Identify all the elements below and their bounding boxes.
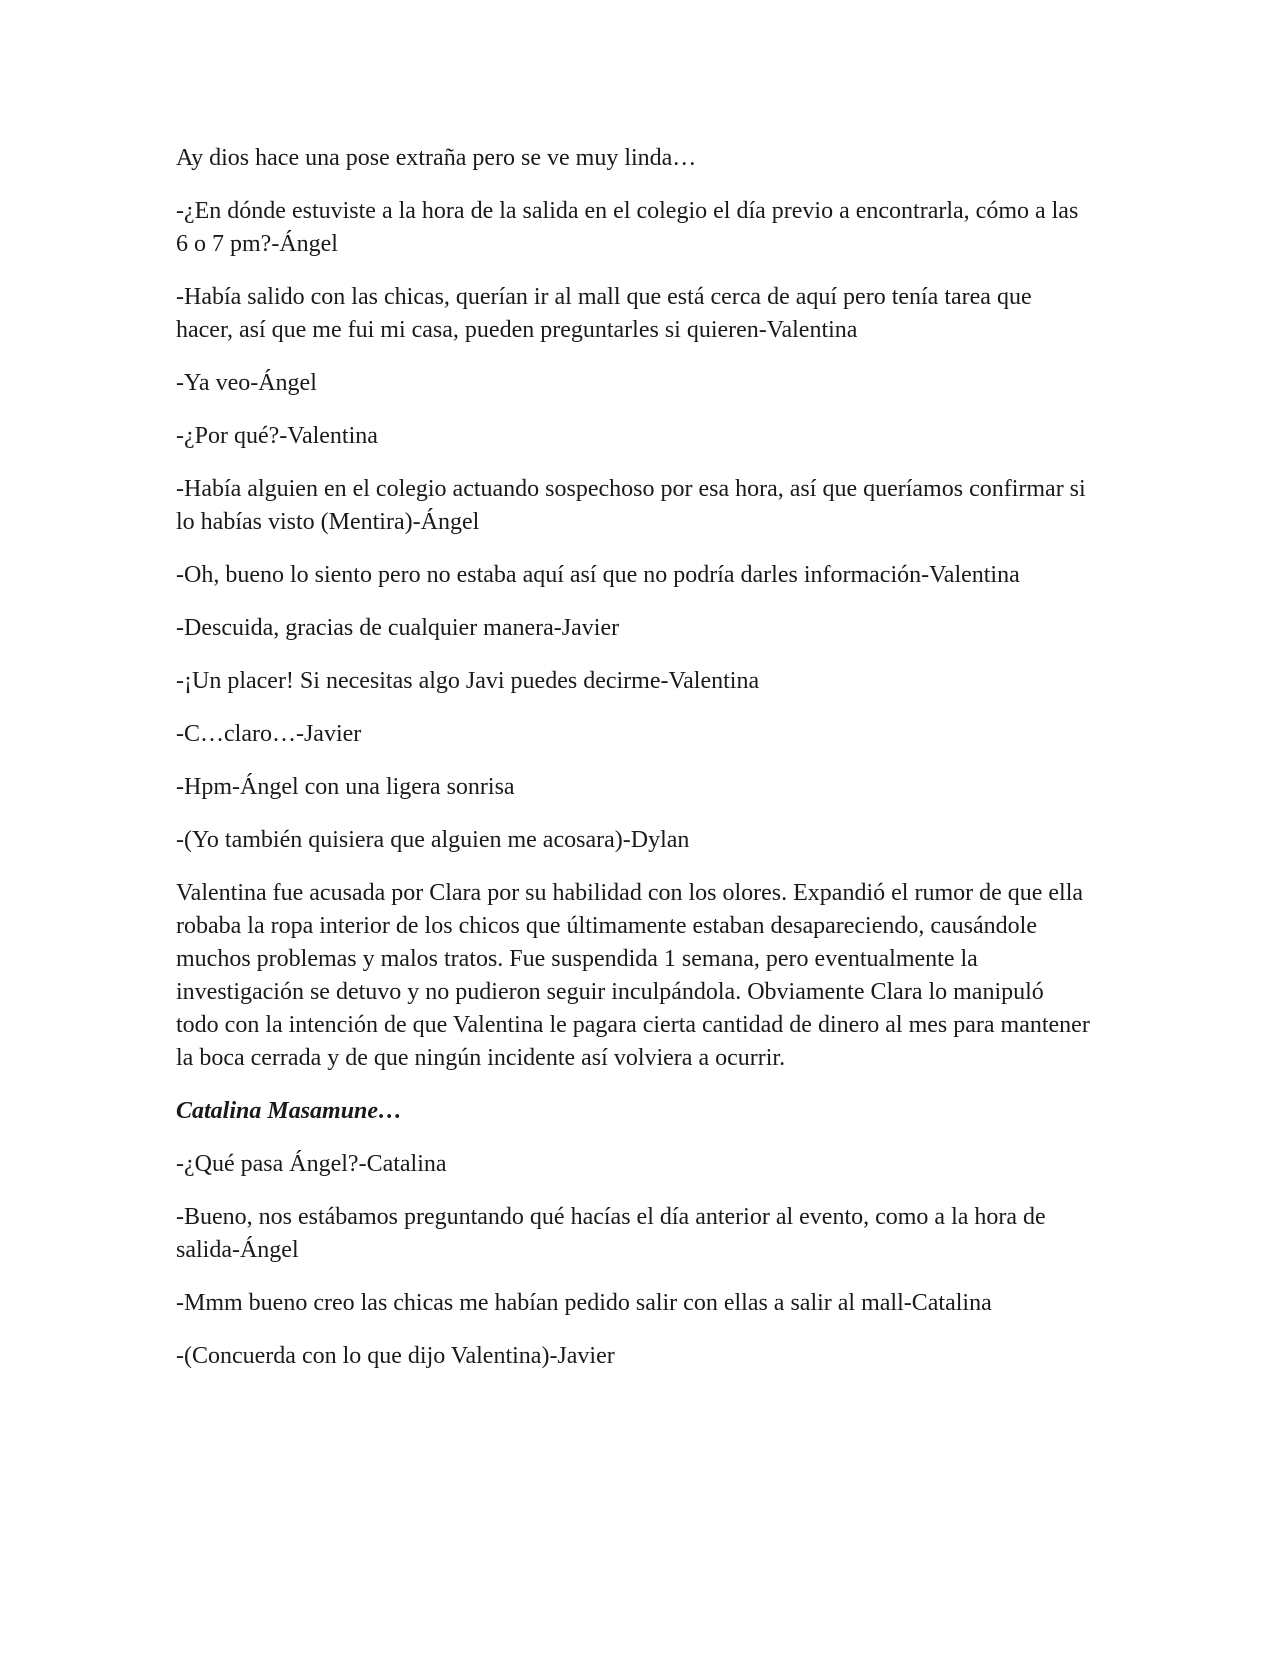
- dialogue-line: -(Yo también quisiera que alguien me acosara)-Dylan: [176, 827, 690, 853]
- narrative-paragraph: Valentina fue acusada por Clara por su habilidad con los olores. Expandió el rumor de que ella robaba la ropa interior de los chicos que últimamente estaban desapareciendo, causándole muchos problemas y malos tratos. Fue suspendida 1 semana, pero eventualmente la investigación se detuvo y no pudieron seguir inculpándola. Obviamente Clara lo manipuló todo con la intención de que Valentina le pagara cierta cantidad de dinero al mes para mantener la boca cerrada y de que ningún incidente así volviera a ocurrir.: [176, 880, 1090, 1071]
- section-heading: Catalina Masamune…: [176, 1098, 403, 1124]
- dialogue-line: -Había alguien en el colegio actuando sospechoso por esa hora, así que queríamos confirmar si lo habías visto (Mentira)-Ángel: [176, 476, 1086, 535]
- document-body: [176, 142, 1090, 1373]
- dialogue-line: -Mmm bueno creo las chicas me habían pedido salir con ellas a salir al mall-Catalina: [176, 1290, 992, 1316]
- dialogue-line: -Bueno, nos estábamos preguntando qué hacías el día anterior al evento, como a la hora de salida-Ángel: [176, 1204, 1046, 1263]
- dialogue-line: -¿Por qué?-Valentina: [176, 423, 378, 449]
- dialogue-line: -Ya veo-Ángel: [176, 370, 317, 396]
- dialogue-line: -¿En dónde estuviste a la hora de la salida en el colegio el día previo a encontrarla, cómo a las 6 o 7 pm?-Ángel: [176, 198, 1079, 257]
- paragraph: Ay dios hace una pose extraña pero se ve muy linda…: [176, 145, 697, 171]
- dialogue-line: -(Concuerda con lo que dijo Valentina)-Javier: [176, 1343, 615, 1369]
- dialogue-line: -¿Qué pasa Ángel?-Catalina: [176, 1151, 447, 1177]
- dialogue-line: -¡Un placer! Si necesitas algo Javi puedes decirme-Valentina: [176, 668, 760, 694]
- dialogue-line: -Había salido con las chicas, querían ir al mall que está cerca de aquí pero tenía tarea que hacer, así que me fui mi casa, pueden preguntarles si quieren-Valentina: [176, 284, 1032, 343]
- dialogue-line: -Descuida, gracias de cualquier manera-Javier: [176, 615, 620, 641]
- dialogue-line: -Hpm-Ángel con una ligera sonrisa: [176, 774, 515, 800]
- dialogue-line: -C…claro…-Javier: [176, 721, 362, 747]
- dialogue-line: -Oh, bueno lo siento pero no estaba aquí así que no podría darles información-Valentina: [176, 562, 1020, 588]
